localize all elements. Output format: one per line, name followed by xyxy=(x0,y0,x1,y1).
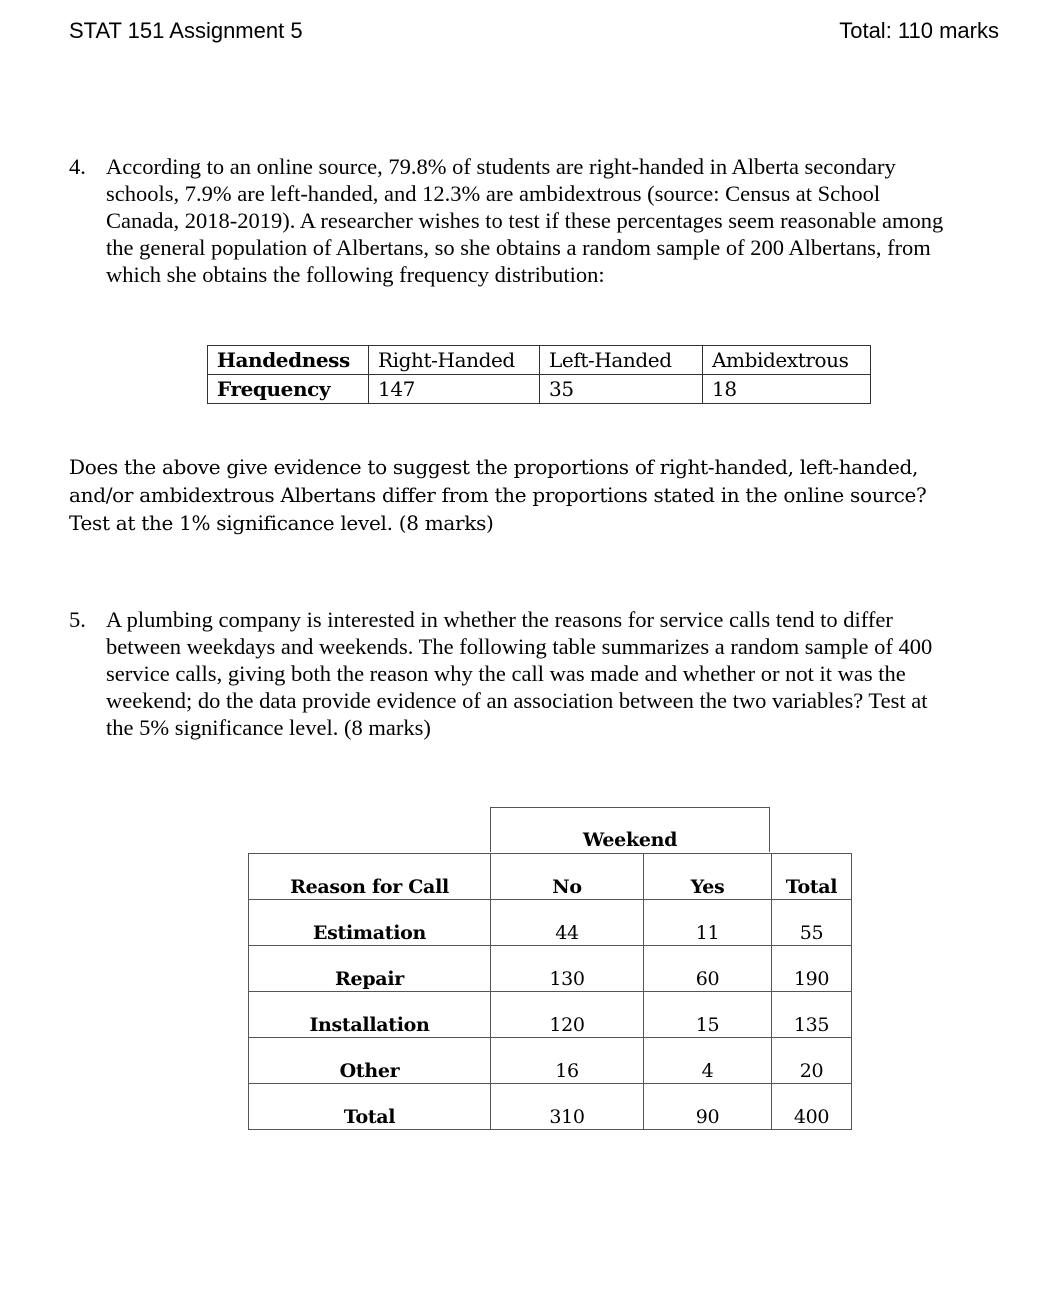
table-cell: 4 xyxy=(644,1038,772,1084)
table-cell: Handedness xyxy=(208,346,369,375)
question-4-prompt xyxy=(69,453,926,537)
table-cell: 310 xyxy=(491,1084,644,1130)
table-row xyxy=(249,946,852,992)
table-cell: 44 xyxy=(491,900,644,946)
table-row xyxy=(249,992,852,1038)
question-line: the 5% significance level. (8 marks) xyxy=(106,715,431,740)
table-row xyxy=(249,900,852,946)
table-cell: Ambidextrous xyxy=(703,346,871,375)
question-line: between weekdays and weekends. The following table summarizes a random sample of 400 xyxy=(106,634,933,659)
table-header-row xyxy=(249,854,852,900)
table-cell: Total xyxy=(249,1084,491,1130)
total-marks: Total: 110 marks xyxy=(839,18,999,43)
prompt-line: Does the above give evidence to suggest the proportions of right-handed, left-handed, xyxy=(69,455,919,479)
prompt-line: Test at the 1% significance level. (8 marks) xyxy=(69,511,494,535)
table-cell: Repair xyxy=(249,946,491,992)
table-cell: 20 xyxy=(772,1038,852,1084)
table-cell: 400 xyxy=(772,1084,852,1130)
question-number: 4. xyxy=(69,154,86,179)
table-cell: Installation xyxy=(249,992,491,1038)
table-cell: 18 xyxy=(703,375,871,404)
question-line: service calls, giving both the reason why the call was made and whether or not it was the xyxy=(106,661,906,686)
question-line: weekend; do the data provide evidence of an association between the two variables? Test at xyxy=(106,688,928,713)
table-cell: Right-Handed xyxy=(369,346,540,375)
table-row xyxy=(208,346,871,375)
table-cell: Left-Handed xyxy=(540,346,703,375)
weekend-group-header: Weekend xyxy=(490,807,770,852)
table-cell: 120 xyxy=(491,992,644,1038)
question-line: According to an online source, 79.8% of students are right-handed in Alberta secondary xyxy=(106,154,896,179)
prompt-line: and/or ambidextrous Albertans differ from the proportions stated in the online source? xyxy=(69,483,927,507)
table-cell: 11 xyxy=(644,900,772,946)
table-cell: Yes xyxy=(644,854,772,900)
table-cell: 55 xyxy=(772,900,852,946)
question-line: schools, 7.9% are left-handed, and 12.3% are ambidextrous (source: Census at School xyxy=(106,181,881,206)
table-row xyxy=(249,1084,852,1130)
question-line: which she obtains the following frequency distribution: xyxy=(106,262,605,287)
table-cell: Other xyxy=(249,1038,491,1084)
table-cell: 35 xyxy=(540,375,703,404)
table-cell: 135 xyxy=(772,992,852,1038)
table-cell: 90 xyxy=(644,1084,772,1130)
table-cell: 147 xyxy=(369,375,540,404)
table-cell: 16 xyxy=(491,1038,644,1084)
question-line: the general population of Albertans, so she obtains a random sample of 200 Albertans, from xyxy=(106,235,931,260)
table-cell: 15 xyxy=(644,992,772,1038)
table-row xyxy=(249,1038,852,1084)
table-cell: No xyxy=(491,854,644,900)
table-row xyxy=(208,375,871,404)
table-cell: 60 xyxy=(644,946,772,992)
table-cell: 130 xyxy=(491,946,644,992)
handedness-table xyxy=(207,345,871,404)
table-cell: Estimation xyxy=(249,900,491,946)
table-cell: 190 xyxy=(772,946,852,992)
table-cell: Frequency xyxy=(208,375,369,404)
question-line: Canada, 2018-2019). A researcher wishes to test if these percentages seem reasonable among xyxy=(106,208,944,233)
question-line: A plumbing company is interested in whether the reasons for service calls tend to differ xyxy=(106,607,893,632)
course-title: STAT 151 Assignment 5 xyxy=(69,18,303,43)
service-calls-table xyxy=(248,853,852,1130)
table-cell: Reason for Call xyxy=(249,854,491,900)
table-cell: Total xyxy=(772,854,852,900)
question-number: 5. xyxy=(69,607,86,632)
